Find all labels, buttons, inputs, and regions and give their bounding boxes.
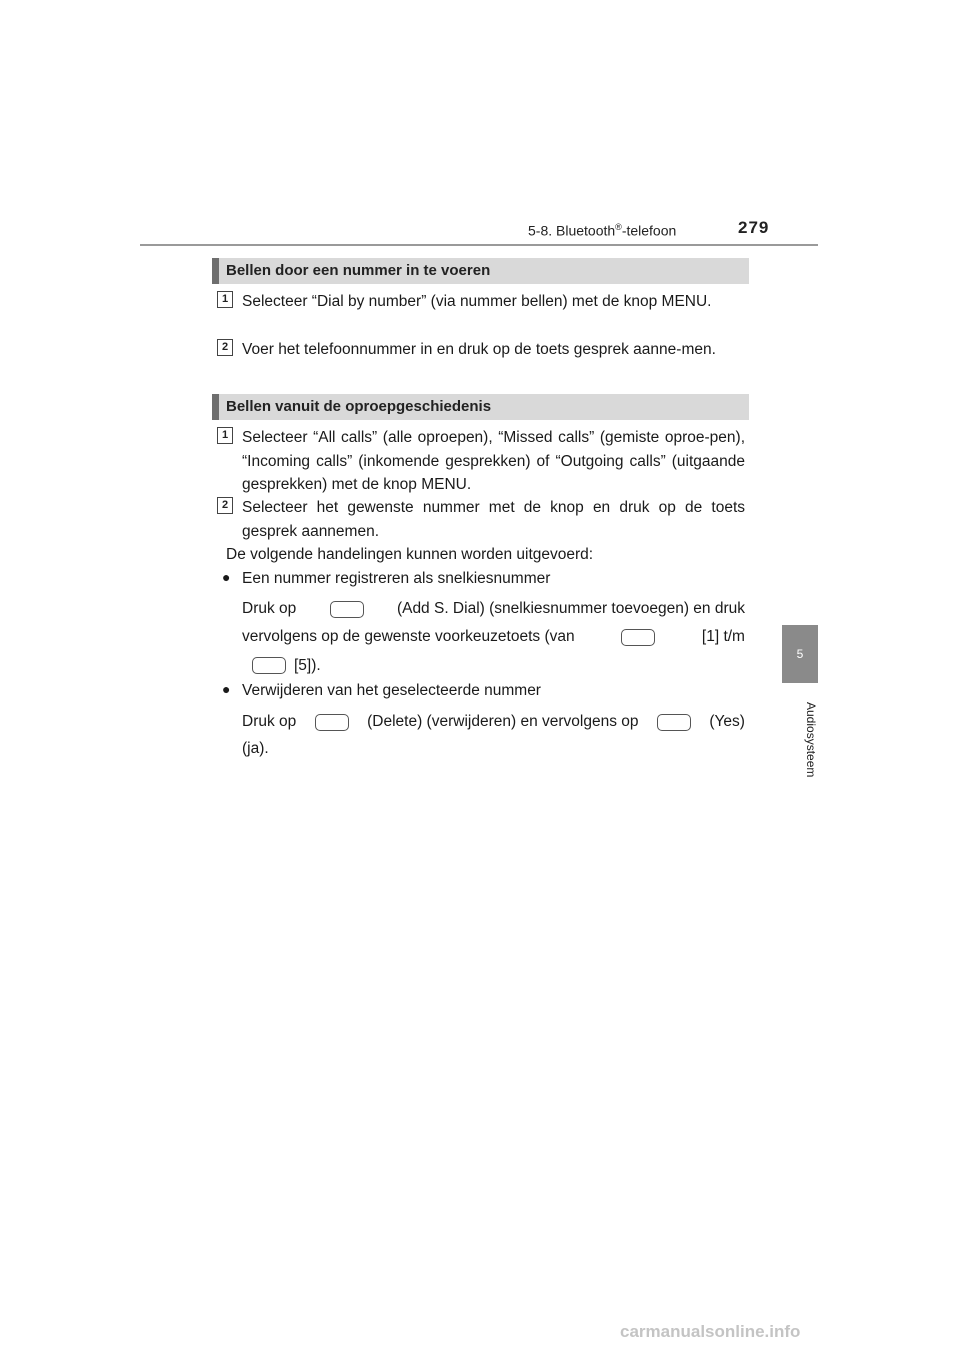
- section-heading-dial-number: Bellen door een nummer in te voeren: [212, 258, 749, 284]
- step-text: Selecteer “Dial by number” (via nummer bellen) met de knop MENU.: [242, 293, 712, 310]
- page-number: 279: [738, 218, 770, 237]
- speed-dial-instruction-line: [5]).: [252, 653, 321, 677]
- step-number-badge: 1: [217, 427, 233, 444]
- section-heading-call-history: Bellen vanuit de oproepgeschiedenis: [212, 394, 749, 420]
- preset-button-icon: [621, 629, 655, 646]
- bullet-title-speed-dial: Een nummer registreren als snelkiesnummer: [242, 570, 551, 587]
- bullet-marker: ●: [222, 681, 231, 697]
- speed-dial-instruction-line: vervolgens op de gewenste voorkeuzetoets (van [1] t/m: [242, 628, 745, 645]
- watermark-text: carmanualsonline.info: [620, 1322, 801, 1341]
- operations-intro: De volgende handelingen kunnen worden uitgevoerd:: [226, 546, 594, 563]
- delete-instruction-line: Druk op (Delete) (verwijderen) en vervolgens op (Yes): [242, 713, 745, 730]
- preset-button-icon: [252, 657, 286, 674]
- step-text: Selecteer “All calls” (alle oproepen), “Missed calls” (gemiste oproe-pen), “Incoming calls” (inkomende gesprekken) of “Outgoing calls” (uitgaande gesprekken) met de knop MENU.: [242, 429, 745, 493]
- step-number-badge: 1: [217, 291, 233, 308]
- step-number-badge: 2: [217, 497, 233, 514]
- step-text: Voer het telefoonnummer in en druk op de toets gesprek aanne-men.: [242, 341, 716, 358]
- header-divider: [140, 244, 818, 246]
- bullet-marker: ●: [222, 569, 231, 585]
- running-header-section: 5-8. Bluetooth®-telefoon: [528, 222, 677, 239]
- soft-button-icon: [330, 601, 364, 618]
- chapter-title: Audiosysteem: [804, 702, 818, 778]
- chapter-tab: 5: [782, 625, 818, 683]
- bullet-title-delete: Verwijderen van het geselecteerde nummer: [242, 682, 541, 699]
- step-number-badge: 2: [217, 339, 233, 356]
- step-text: Selecteer het gewenste nummer met de knop en druk op de toets gesprek aannemen.: [242, 499, 745, 540]
- speed-dial-instruction-line: Druk op (Add S. Dial) (snelkiesnummer toevoegen) en druk: [242, 600, 745, 617]
- delete-instruction-line: (ja).: [242, 740, 269, 757]
- soft-button-icon: [315, 714, 349, 731]
- soft-button-icon: [657, 714, 691, 731]
